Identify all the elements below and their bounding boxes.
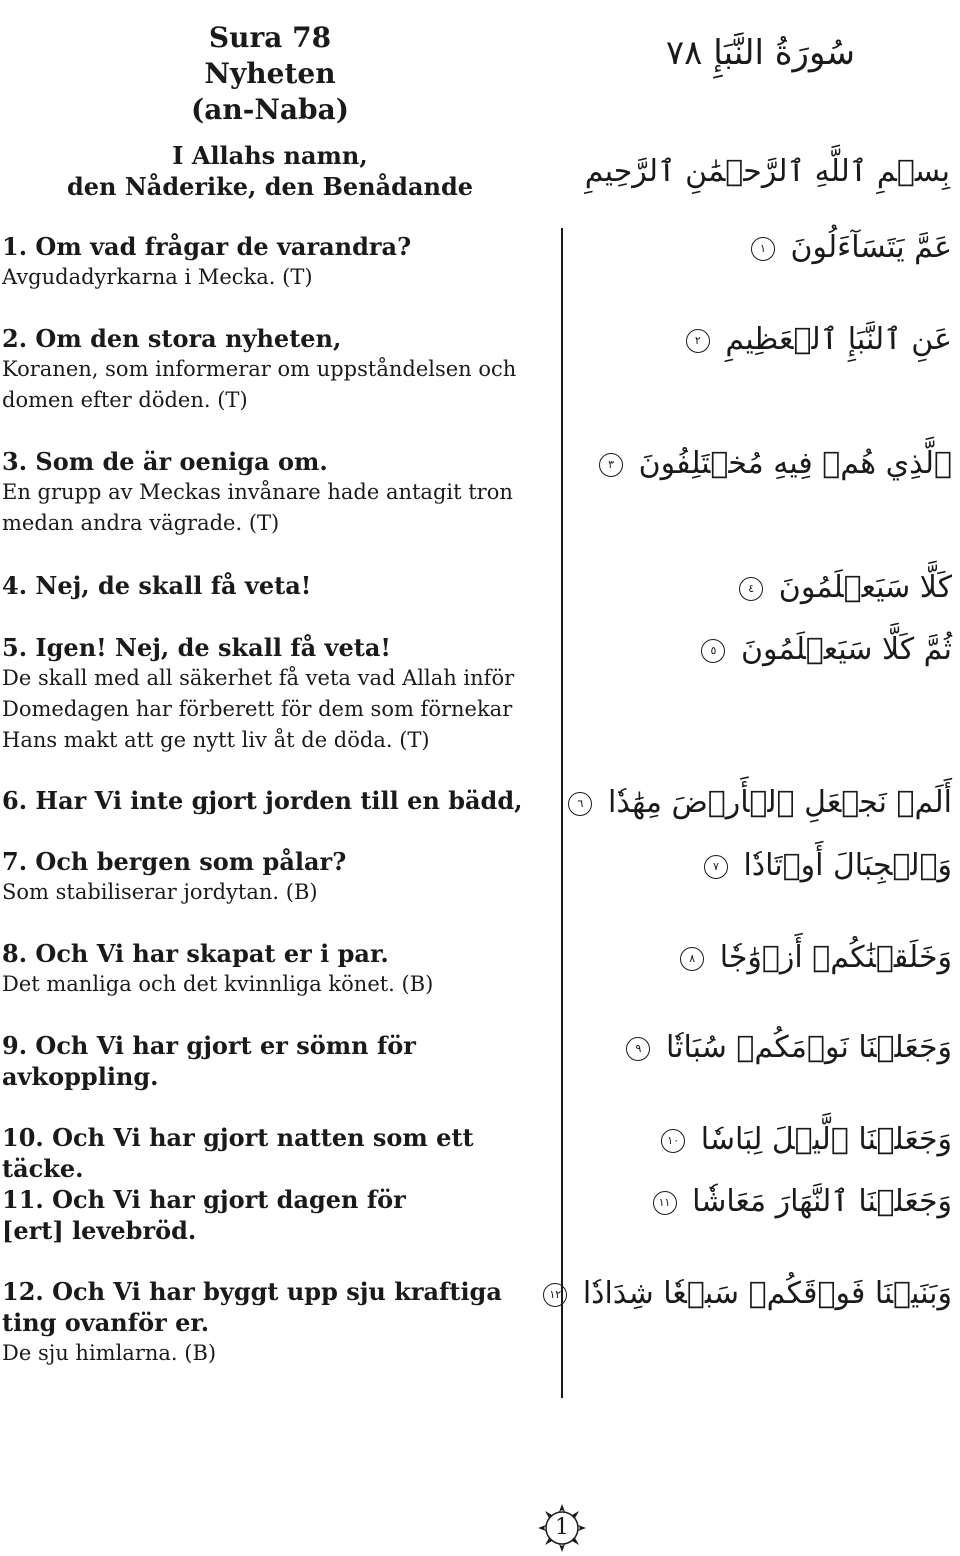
arabic-verse-text: وَبَنَيۡنَا فَوۡقَكُمۡ سَبۡعٗا شِدَادٗا bbox=[582, 1276, 952, 1311]
verse-arabic-11 bbox=[653, 1180, 952, 1224]
verse-translation-4 bbox=[2, 570, 542, 601]
ayah-number-marker: ٩ bbox=[626, 1037, 650, 1061]
verse-translation-7 bbox=[2, 846, 542, 908]
title-line-1: Sura 78 Nyheten bbox=[204, 21, 336, 90]
ayah-number-marker: ٥ bbox=[701, 639, 725, 663]
verse-arabic-5 bbox=[701, 628, 952, 672]
verse-translation-8 bbox=[2, 938, 542, 1000]
ayah-number-marker: ١٢ bbox=[543, 1283, 567, 1307]
verse-arabic-12 bbox=[543, 1272, 952, 1316]
page-number-ornament bbox=[534, 1500, 590, 1556]
verse-arabic-8 bbox=[680, 936, 952, 980]
verse-text: 1. Om vad frågar de varandra? bbox=[2, 232, 412, 261]
verse-translation-3 bbox=[2, 446, 542, 539]
verse-commentary: De skall med all säkerhet få veta vad Allah inför Domedagen har förberett för dem som förnekar Hans makt att ge nytt liv åt de döda. (T) bbox=[2, 666, 515, 752]
verse-text: 8. Och Vi har skapat er i par. bbox=[2, 939, 389, 968]
verse-text: 4. Nej, de skall få veta! bbox=[2, 571, 312, 600]
verse-text: 10. Och Vi har gjort natten som ett täcke. bbox=[2, 1123, 474, 1183]
verse-text: 12. Och Vi har byggt upp sju kraftiga ting ovanför er. bbox=[2, 1277, 502, 1337]
verse-translation-6 bbox=[2, 785, 542, 816]
column-divider bbox=[561, 228, 563, 1398]
arabic-verse-text: وَجَعَلۡنَا نَوۡمَكُمۡ سُبَاتٗا bbox=[666, 1030, 952, 1065]
verse-arabic-1 bbox=[751, 226, 952, 270]
verse-text: 7. Och bergen som pålar? bbox=[2, 847, 347, 876]
verse-text: 3. Som de är oeniga om. bbox=[2, 447, 328, 476]
page-number: 1 bbox=[555, 1515, 569, 1540]
ayah-number-marker: ٤ bbox=[739, 577, 763, 601]
bismillah-line-1: I Allahs namn, bbox=[172, 141, 368, 170]
verse-arabic-10 bbox=[661, 1118, 952, 1162]
verse-text: 11. Och Vi har gjort dagen för [ert] levebröd. bbox=[2, 1185, 406, 1245]
ayah-number-marker: ٨ bbox=[680, 947, 704, 971]
verse-arabic-6 bbox=[568, 781, 952, 825]
verse-arabic-9 bbox=[626, 1026, 952, 1070]
verse-commentary: De sju himlarna. (B) bbox=[2, 1341, 217, 1365]
verse-translation-10 bbox=[2, 1122, 542, 1184]
verse-translation-9 bbox=[2, 1030, 422, 1092]
title-line-2: (an-Naba) bbox=[190, 93, 350, 126]
verse-text: 2. Om den stora nyheten, bbox=[2, 324, 342, 353]
ayah-number-marker: ١ bbox=[751, 237, 775, 261]
ayah-number-marker: ٣ bbox=[599, 453, 623, 477]
ayah-number-marker: ٦ bbox=[568, 792, 592, 816]
arabic-verse-text: أَلَمۡ نَجۡعَلِ ٱلۡأَرۡضَ مِهَٰدٗا bbox=[608, 785, 952, 820]
ayah-number-marker: ٢ bbox=[686, 329, 710, 353]
ayah-number-marker: ١١ bbox=[653, 1191, 677, 1215]
arabic-verse-text: ٱلَّذِي هُمۡ فِيهِ مُخۡتَلِفُونَ bbox=[638, 446, 952, 481]
arabic-verse-text: عَمَّ يَتَسَآءَلُونَ bbox=[790, 230, 952, 265]
arabic-title: سُورَةُ النَّبَإِ ٧٨ bbox=[665, 33, 855, 73]
verse-commentary: Som stabiliserar jordytan. (B) bbox=[2, 880, 318, 904]
verse-translation-1 bbox=[2, 231, 542, 293]
page-title bbox=[150, 20, 390, 128]
ayah-number-marker: ٧ bbox=[704, 855, 728, 879]
bismillah-swedish bbox=[40, 140, 500, 202]
bismillah-line-2: den Nåderike, den Benådande bbox=[66, 172, 473, 201]
verse-translation-2 bbox=[2, 323, 542, 416]
arabic-verse-text: وَجَعَلۡنَا ٱلنَّهَارَ مَعَاشٗا bbox=[692, 1184, 952, 1219]
verse-translation-5 bbox=[2, 632, 542, 756]
verse-commentary: Koranen, som informerar om uppståndelsen och domen efter döden. (T) bbox=[2, 357, 517, 412]
verse-text: 6. Har Vi inte gjort jorden till en bädd, bbox=[2, 786, 523, 815]
arabic-verse-text: وَخَلَقۡنَٰكُمۡ أَزۡوَٰجٗا bbox=[719, 940, 952, 975]
verse-arabic-4 bbox=[739, 566, 952, 610]
arabic-verse-text: وَٱلۡجِبَالَ أَوۡتَادٗا bbox=[743, 848, 952, 883]
ayah-number-marker: ١٠ bbox=[661, 1129, 685, 1153]
arabic-verse-text: وَجَعَلۡنَا ٱلَّيۡلَ لِبَاسٗا bbox=[700, 1122, 952, 1157]
verse-arabic-7 bbox=[704, 844, 952, 888]
verse-commentary: Avgudadyrkarna i Mecka. (T) bbox=[2, 265, 313, 289]
verse-text: 5. Igen! Nej, de skall få veta! bbox=[2, 633, 391, 662]
verse-commentary: Det manliga och det kvinnliga könet. (B) bbox=[2, 972, 434, 996]
verse-text: 9. Och Vi har gjort er sömn för avkoppling. bbox=[2, 1031, 416, 1091]
arabic-verse-text: كَلَّا سَيَعۡلَمُونَ bbox=[778, 570, 952, 605]
arabic-verse-text: عَنِ ٱلنَّبَإِ ٱلۡعَظِيمِ bbox=[725, 322, 952, 357]
verse-arabic-3 bbox=[599, 442, 952, 486]
verse-translation-11 bbox=[2, 1184, 472, 1246]
verse-commentary: En grupp av Meckas invånare hade antagit tron medan andra vägrade. (T) bbox=[2, 480, 513, 535]
bismillah-arabic: بِسۡمِ ٱللَّهِ ٱلرَّحۡمَٰنِ ٱلرَّحِيمِ bbox=[584, 154, 950, 189]
verse-arabic-2 bbox=[686, 318, 952, 362]
verse-translation-12 bbox=[2, 1276, 542, 1369]
arabic-verse-text: ثُمَّ كَلَّا سَيَعۡلَمُونَ bbox=[740, 632, 952, 667]
